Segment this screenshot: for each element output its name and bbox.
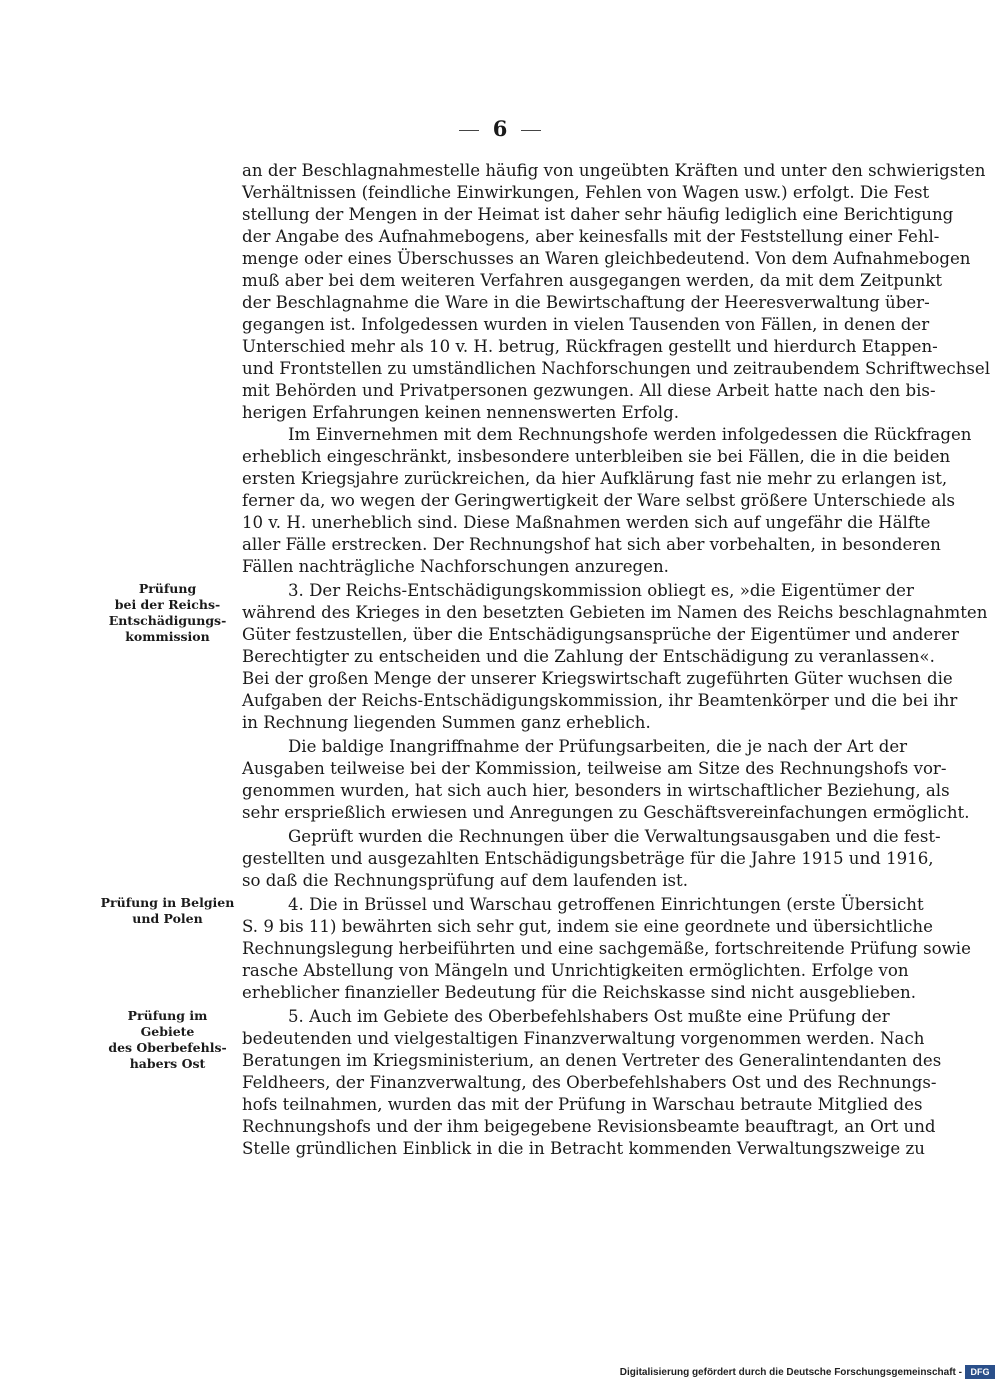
text-line: Güter festzustellen, über die Entschädigungsansprüche der Eigentümer und anderer — [242, 625, 959, 644]
margin-note-line: und Polen — [132, 911, 203, 926]
text-line: Rechnungslegung herbeiführten und eine sachgemäße, fortschreitende Prüfung sowie — [242, 939, 971, 958]
margin-note-oberbefehlshaber-ost — [100, 1008, 235, 1072]
text-line: bedeutenden und vielgestaltigen Finanzverwaltung vorgenommen werden. Nach — [242, 1029, 925, 1048]
text-line: Unterschied mehr als 10 v. H. betrug, Rückfragen gestellt und hierdurch Etappen- — [242, 337, 938, 356]
text-line: ersten Kriegsjahre zurückreichen, da hier Aufklärung fast nie mehr zu erlangen ist, — [242, 469, 948, 488]
text-line: in Rechnung liegenden Summen ganz erheblich. — [242, 713, 651, 732]
text-line: Fällen nachträgliche Nachforschungen anzuregen. — [242, 557, 669, 576]
text-line: Stelle gründlichen Einblick in die in Betracht kommenden Verwaltungszweige zu — [242, 1139, 925, 1158]
text-line: Geprüft wurden die Rechnungen über die Verwaltungsausgaben und die fest- — [288, 827, 941, 846]
text-line: mit Behörden und Privatpersonen gezwungen. All diese Arbeit hatte nach den bis- — [242, 381, 936, 400]
text-line: aller Fälle erstrecken. Der Rechnungshof hat sich aber vorbehalten, in besonderen — [242, 535, 941, 554]
text-line: während des Krieges in den besetzten Gebieten im Namen des Reichs beschlagnahmten — [242, 603, 988, 622]
margin-note-reichs-entschaedigungskommission — [100, 581, 235, 645]
text-line: menge oder eines Überschusses an Waren gleichbedeutend. Von dem Aufnahmebogen — [242, 249, 971, 268]
text-line: stellung der Mengen in der Heimat ist daher sehr häufig lediglich eine Berichtigung — [242, 205, 954, 224]
text-line: S. 9 bis 11) bewährten sich sehr gut, indem sie eine geordnete und übersichtliche — [242, 917, 933, 936]
margin-note-belgien-polen — [100, 895, 235, 927]
page-number — [0, 116, 1000, 141]
text-line: rasche Abstellung von Mängeln und Unrichtigkeiten ermöglichten. Erfolge von — [242, 961, 909, 980]
text-line: 10 v. H. unerheblich sind. Diese Maßnahmen werden sich auf ungefähr die Hälfte — [242, 513, 931, 532]
page-number-value: 6 — [492, 116, 508, 141]
margin-note-line: bei der Reichs- — [114, 597, 221, 612]
text-line: an der Beschlagnahmestelle häufig von ungeübten Kräften und unter den schwierigsten — [242, 161, 986, 180]
text-line: so daß die Rechnungsprüfung auf dem laufenden ist. — [242, 871, 688, 890]
text-line: erheblich eingeschränkt, insbesondere unterbleiben sie bei Fällen, die in die beiden — [242, 447, 951, 466]
text-line: ferner da, wo wegen der Geringwertigkeit der Ware selbst größere Unterschiede als — [242, 491, 956, 510]
text-line: Rechnungshofs und der ihm beigegebene Revisionsbeamte beauftragt, an Ort und — [242, 1117, 936, 1136]
text-line: Im Einvernehmen mit dem Rechnungshofe werden infolgedessen die Rückfragen — [288, 425, 972, 444]
text-line: gegangen ist. Infolgedessen wurden in vielen Tausenden von Fällen, in denen der — [242, 315, 930, 334]
text-line: erheblicher finanzieller Bedeutung für die Reichskasse sind nicht ausgeblieben. — [242, 983, 917, 1002]
page-number-dash-left — [459, 130, 479, 131]
text-line: genommen wurden, hat sich auch hier, besonders in wirtschaftlicher Beziehung, als — [242, 781, 950, 800]
text-line: Berechtigter zu entscheiden und die Zahlung der Entschädigung zu veranlassen«. — [242, 647, 935, 666]
text-line: der Angabe des Aufnahmebogens, aber keinesfalls mit der Feststellung einer Fehl- — [242, 227, 940, 246]
margin-note-line: Entschädigungs- — [108, 613, 227, 628]
margin-note-line: kommission — [125, 629, 210, 644]
text-line: herigen Erfahrungen keinen nennenswerten Erfolg. — [242, 403, 679, 422]
margin-note-line: habers Ost — [129, 1056, 206, 1071]
text-line: der Beschlagnahme die Ware in die Bewirtschaftung der Heeresverwaltung über- — [242, 293, 930, 312]
digitization-credit: Digitalisierung gefördert durch die Deutsche Forschungsgemeinschaft - — [619, 1367, 962, 1378]
text-line: Bei der großen Menge der unserer Kriegswirtschaft zugeführten Güter wuchsen die — [242, 669, 953, 688]
text-line: Aufgaben der Reichs-Entschädigungskommission, ihr Beamtenkörper und die bei ihr — [242, 691, 958, 710]
text-line: muß aber bei dem weiteren Verfahren ausgegangen werden, da mit dem Zeitpunkt — [242, 271, 943, 290]
text-line: sehr ersprießlich erwiesen und Anregungen zu Geschäftsvereinfachungen ermöglicht. — [242, 803, 970, 822]
text-line: gestellten und ausgezahlten Entschädigungsbeträge für die Jahre 1915 und 1916, — [242, 849, 934, 868]
text-line: 4. Die in Brüssel und Warschau getroffenen Einrichtungen (erste Übersicht — [288, 895, 924, 914]
text-line: Die baldige Inangriffnahme der Prüfungsarbeiten, die je nach der Art der — [288, 737, 908, 756]
margin-note-line: Prüfung im Gebiete — [127, 1008, 208, 1039]
text-line: Feldheers, der Finanzverwaltung, des Oberbefehlshabers Ost und des Rechnungs- — [242, 1073, 937, 1092]
text-line: und Frontstellen zu umständlichen Nachforschungen und zeitraubendem Schriftwechsel — [242, 359, 991, 378]
page-number-dash-right — [521, 130, 541, 131]
text-line: 3. Der Reichs-Entschädigungskommission obliegt es, »die Eigentümer der — [288, 581, 914, 600]
text-line: 5. Auch im Gebiete des Oberbefehlshabers Ost mußte eine Prüfung der — [288, 1007, 890, 1026]
dfg-logo: DFG — [965, 1365, 995, 1379]
text-line: Ausgaben teilweise bei der Kommission, teilweise am Sitze des Rechnungshofs vor- — [242, 759, 947, 778]
text-line: Beratungen im Kriegsministerium, an denen Vertreter des Generalintendanten des — [242, 1051, 942, 1070]
margin-note-line: Prüfung — [138, 581, 197, 596]
text-line: Verhältnissen (feindliche Einwirkungen, Fehlen von Wagen usw.) erfolgt. Die Fest — [242, 183, 930, 202]
margin-note-line: des Oberbefehls- — [108, 1040, 227, 1055]
text-line: hofs teilnahmen, wurden das mit der Prüfung in Warschau betraute Mitglied des — [242, 1095, 923, 1114]
margin-note-line: Prüfung in Belgien — [100, 895, 235, 910]
